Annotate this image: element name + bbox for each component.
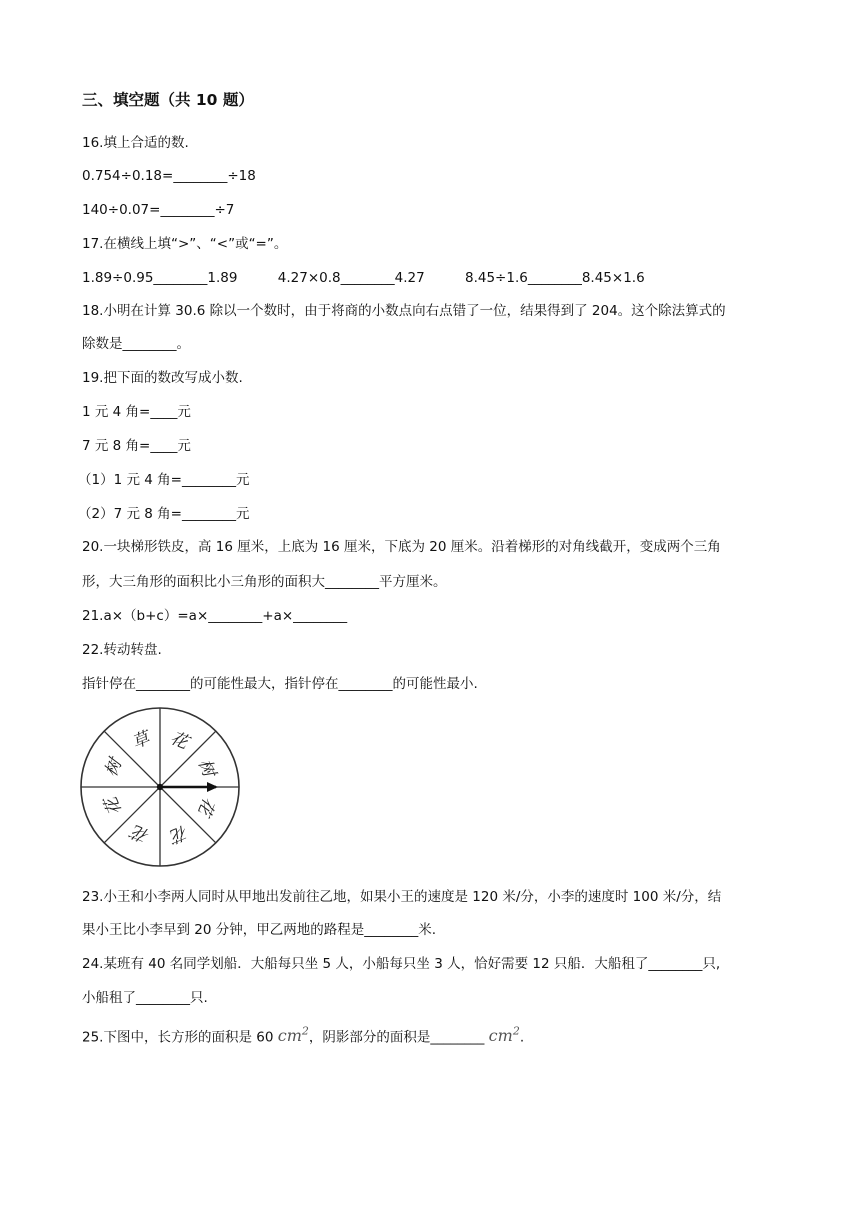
- spinner-label-7: 草: [129, 728, 153, 754]
- q16-line-2: 140÷0.07=________÷7: [82, 202, 235, 218]
- q24-line-1: 24.某班有 40 名同学划船．大船每只坐 5 人，小船每只坐 3 人，恰好需要 12 只船．大船租了________只,: [82, 956, 721, 972]
- q25-part-2: ，阴影部分的面积是________: [308, 1029, 489, 1046]
- q22-stem: 22.转动转盘.: [82, 642, 162, 658]
- q19-stem: 19.把下面的数改写成小数.: [82, 370, 243, 386]
- spinner-pointer: [157, 782, 218, 792]
- spinner-label-2: 花: [193, 794, 219, 818]
- q23-line-2: 果小王比小李早到 20 分钟，甲乙两地的路程是________米.: [82, 922, 437, 938]
- q17-item-3: 8.45÷1.6________8.45×1.6: [465, 270, 645, 286]
- q19-line-2: 7 元 8 角=____元: [82, 438, 191, 454]
- q16-line-1: 0.754÷0.18=________÷18: [82, 168, 256, 184]
- q17-item-1: 1.89÷0.95________1.89: [82, 270, 238, 286]
- q18-line-1: 18.小明在计算 30.6 除以一个数时，由于将商的小数点向右点错了一位，结果得到了 204。这个除法算式的: [82, 303, 726, 319]
- q21-line-1: 21.a×（b+c）=a×________+a×________: [82, 608, 348, 624]
- q18-line-2: 除数是________。: [82, 336, 190, 352]
- q17-items: [82, 268, 645, 288]
- q25-part-1: 25.下图中，长方形的面积是 60: [82, 1029, 278, 1046]
- spinner-label-3: 花: [167, 820, 191, 846]
- spinner-label-0: 花: [167, 728, 191, 754]
- q25-line-1: [82, 1022, 524, 1047]
- section-title: 三、填空题（共 10 题）: [82, 91, 254, 109]
- q19-line-4: （2）7 元 8 角=________元: [78, 506, 250, 522]
- q20-line-2: 形，大三角形的面积比小三角形的面积大________平方厘米。: [82, 574, 447, 590]
- q25-unit-2: $cm^2$: [488, 1025, 520, 1046]
- spinner-label-6: 树: [101, 756, 127, 780]
- q22-line-1: 指针停在________的可能性最大，指针停在________的可能性最小.: [82, 676, 478, 692]
- spinner-label-4: 花: [129, 820, 153, 846]
- q17-stem: 17.在横线上填“>”、“<”或“=”。: [82, 236, 288, 252]
- q20-line-1: 20.一块梯形铁皮，高 16 厘米，上底为 16 厘米，下底为 20 厘米。沿着梯形的对角线截开，变成两个三角: [82, 539, 721, 555]
- q25-part-3: .: [519, 1029, 525, 1046]
- q19-line-1: 1 元 4 角=____元: [82, 404, 191, 420]
- q23-line-1: 23.小王和小李两人同时从甲地出发前往乙地，如果小王的速度是 120 米/分，小李的速度时 100 米/分，结: [82, 889, 722, 905]
- q16-stem: 16.填上合适的数.: [82, 135, 189, 151]
- spinner-label-1: 树: [193, 756, 219, 780]
- q19-line-3: （1）1 元 4 角=________元: [78, 472, 250, 488]
- spinner-figure: [80, 705, 244, 869]
- q25-unit-1: $cm^2$: [277, 1025, 309, 1046]
- q17-item-2: 4.27×0.8________4.27: [277, 270, 425, 286]
- spinner-label-5: 花: [101, 794, 127, 818]
- q24-line-2: 小船租了________只.: [82, 990, 208, 1006]
